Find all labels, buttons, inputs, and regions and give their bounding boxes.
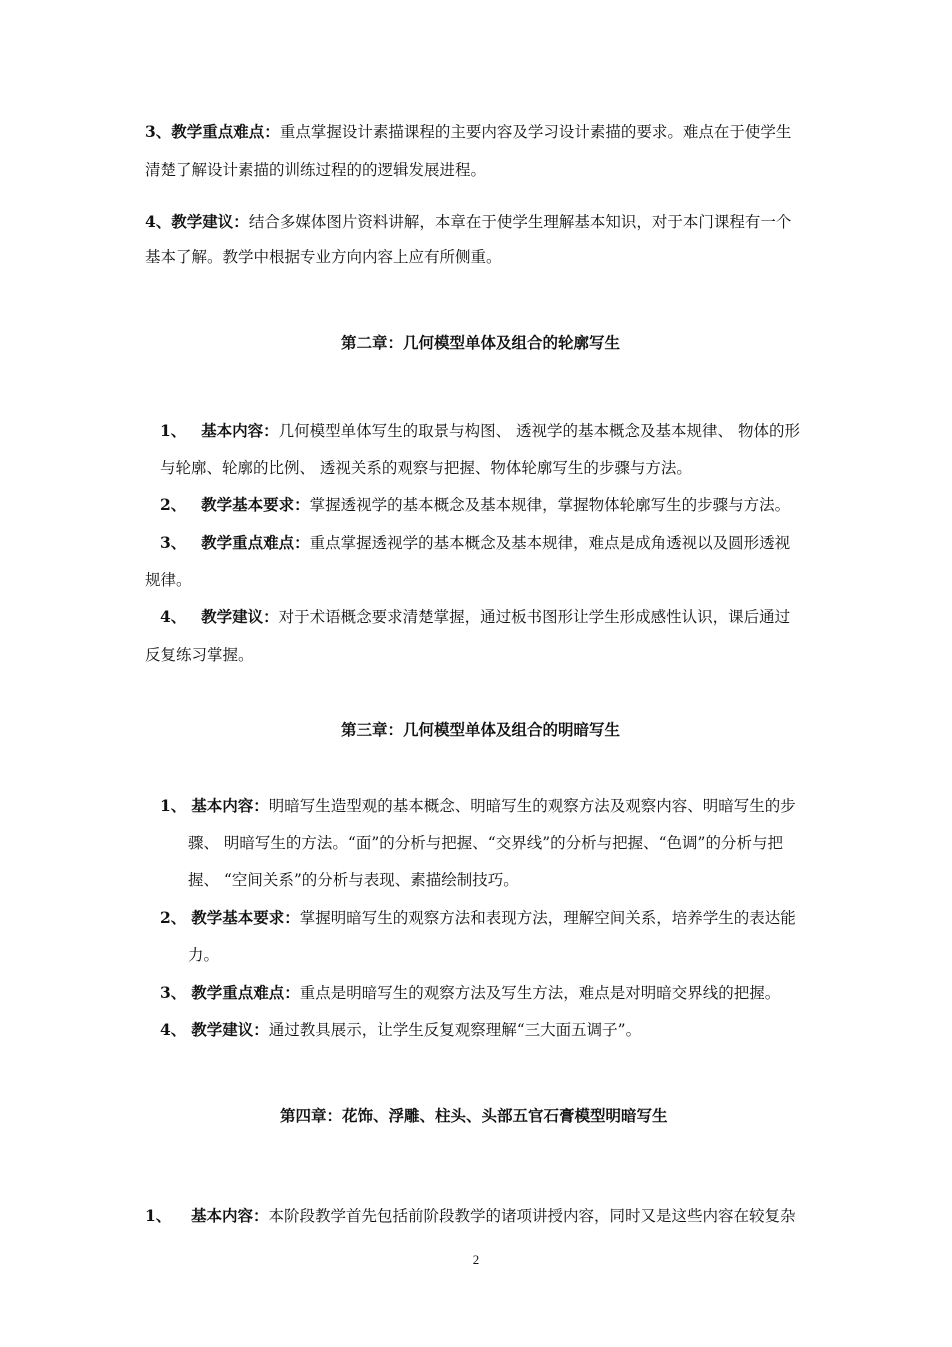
item-text: 骤、 明暗写生的方法。“面”的分析与把握、“交界线”的分析与把握、“色调”的分析与把 — [188, 834, 783, 852]
ch3-item3-line1 — [160, 983, 780, 1003]
item-text: 重点掌握设计素描课程的主要内容及学习设计素描的要求。难点在于使学生 — [279, 123, 792, 141]
ch4-item1-line1 — [145, 1206, 796, 1226]
ch2-item3-line1 — [160, 533, 790, 553]
page-number: 2 — [472, 1252, 480, 1267]
item-label: 教学基本要求： — [191, 908, 300, 927]
item-text: 掌握明暗写生的观察方法和表现方法，理解空间关系，培养学生的表达能 — [299, 909, 796, 927]
item-text: 结合多媒体图片资料讲解，本章在于使学生理解基本知识，对于本门课程有一个 — [248, 213, 792, 231]
item-number: 3、 — [160, 983, 187, 1002]
item-text: 重点掌握透视学的基本概念及基本规律，难点是成角透视以及圆形透视 — [309, 534, 791, 552]
item-text: 明暗写生造型观的基本概念、明暗写生的观察方法及观察内容、明暗写生的步 — [268, 797, 796, 815]
s1-item3-line2 — [145, 160, 486, 180]
s1-item4-line2 — [145, 247, 502, 267]
item-text: 规律。 — [145, 571, 192, 589]
item-number: 4、 — [145, 212, 172, 231]
ch3-item1-line2 — [188, 833, 783, 853]
item-number: 1、 — [160, 796, 187, 815]
item-number: 1、 — [160, 421, 187, 440]
ch3-item4-line1 — [160, 1020, 641, 1040]
item-text: 力。 — [188, 946, 220, 964]
item-text: 反复练习掌握。 — [145, 646, 254, 664]
item-text: 清楚了解设计素描的训练过程的的逻辑发展进程。 — [145, 161, 487, 179]
ch2-item4-line1 — [160, 607, 790, 627]
item-text: 与轮廓、轮廓的比例、 透视关系的观察与把握、物体轮廓写生的步骤与方法。 — [160, 459, 692, 477]
item-text: 基本了解。教学中根据专业方向内容上应有所侧重。 — [145, 248, 502, 266]
chapter-4-title: 第四章：花饰、浮雕、柱头、头部五官石膏模型明暗写生 — [280, 1106, 668, 1125]
item-label: 基本内容： — [191, 1206, 269, 1225]
item-number: 3、 — [145, 122, 172, 141]
s1-item3-line1 — [145, 122, 791, 142]
chapter-3-title: 第三章：几何模型单体及组合的明暗写生 — [341, 720, 621, 739]
item-text: 掌握透视学的基本概念及基本规律，掌握物体轮廓写生的步骤与方法。 — [309, 496, 791, 514]
item-label: 基本内容： — [201, 421, 279, 440]
ch3-item2-line1 — [160, 908, 796, 928]
item-number: 2、 — [160, 908, 187, 927]
ch2-item1-line1 — [160, 421, 800, 441]
item-label: 教学重点难点： — [191, 983, 300, 1002]
item-label: 教学建议： — [171, 212, 249, 231]
ch2-item3-line2 — [145, 570, 192, 590]
s1-item4-line1 — [145, 212, 791, 232]
item-label: 教学基本要求： — [201, 495, 310, 514]
item-text: 本阶段教学首先包括前阶段教学的诸项讲授内容，同时又是这些内容在较复杂 — [268, 1207, 796, 1225]
ch3-item2-line2 — [188, 945, 219, 965]
ch3-item1-line3 — [188, 870, 519, 890]
item-label: 教学建议： — [201, 607, 279, 626]
ch3-item1-line1 — [160, 796, 796, 816]
item-number: 1、 — [145, 1206, 172, 1225]
item-text: 对于术语概念要求清楚掌握，通过板书图形让学生形成感性认识，课后通过 — [278, 608, 791, 626]
item-label: 教学重点难点： — [171, 122, 280, 141]
item-label: 教学建议： — [191, 1020, 269, 1039]
item-number: 2、 — [160, 495, 187, 514]
item-number: 4、 — [160, 607, 187, 626]
item-label: 教学重点难点： — [201, 533, 310, 552]
item-number: 4、 — [160, 1020, 187, 1039]
item-number: 3、 — [160, 533, 187, 552]
item-text: 握、 “空间关系”的分析与表现、素描绘制技巧。 — [188, 871, 519, 889]
ch2-item1-line2 — [160, 458, 692, 478]
item-label: 基本内容： — [191, 796, 269, 815]
item-text: 重点是明暗写生的观察方法及写生方法，难点是对明暗交界线的把握。 — [299, 984, 781, 1002]
item-text: 几何模型单体写生的取景与构图、 透视学的基本概念及基本规律、 物体的形 — [278, 422, 800, 440]
item-text: 通过教具展示，让学生反复观察理解“三大面五调子”。 — [268, 1021, 642, 1039]
ch2-item2-line1 — [160, 495, 790, 515]
chapter-2-title: 第二章：几何模型单体及组合的轮廓写生 — [341, 333, 621, 352]
ch2-item4-line2 — [145, 645, 254, 665]
